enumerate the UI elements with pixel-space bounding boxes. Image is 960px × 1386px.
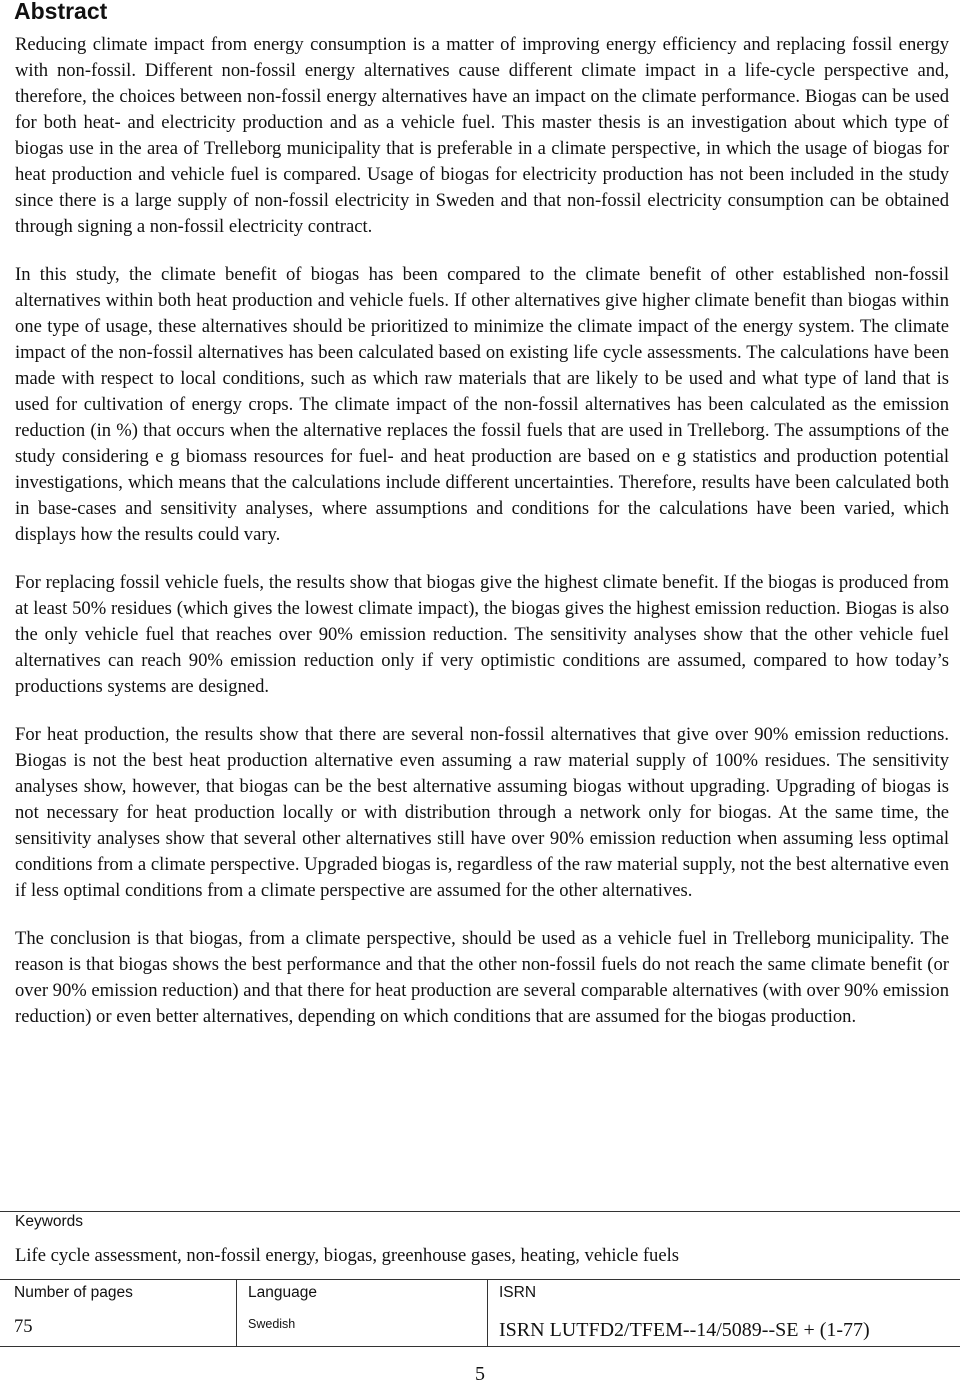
keywords-text: Life cycle assessment, non-fossil energy, biogas, greenhouse gases, heating, vehicle fuels (15, 1245, 680, 1266)
pages-cell (0, 1280, 237, 1346)
language-value: Swedish (248, 1317, 296, 1331)
keywords-divider (0, 1211, 960, 1212)
isrn-cell (488, 1280, 960, 1346)
metadata-table (0, 1279, 960, 1347)
page-number: 5 (475, 1363, 485, 1385)
abstract-paragraph-3: For replacing fossil vehicle fuels, the results show that biogas give the highest climate benefit. If the biogas is produced from at least 50% residues (which gives the lowest climate impact), the biogas gives the highest emission reduction. Biogas is also the only vehicle fuel that reaches over 90% emission reduction. The sensitivity analyses show that the other vehicle fuel alternatives can reach 90% emission reduction only if very optimistic conditions are assumed, compared to how today’s productions systems are designed. (15, 572, 949, 697)
abstract-paragraph-4: For heat production, the results show that there are several non-fossil alternatives that give over 90% emission reductions. Biogas is not the best heat production alternative even assuming a raw material supply of 100% residues. The sensitivity analyses show, however, that biogas can be the best alternative assuming biogas without upgrading. Upgrading of biogas is not necessary for heat production locally or with distribution through a network only for biogas. At the same time, the sensitivity analyses show that several other alternatives still have over 90% emission reduction when assuming less optimal conditions from a climate perspective. Upgraded biogas is, regardless of the raw material supply, not the best alternative even if less optimal conditions from a climate perspective are assumed for the other alternatives. (15, 724, 949, 901)
abstract-paragraph-1: Reducing climate impact from energy consumption is a matter of improving energy efficiency and replacing fossil energy with non-fossil. Different non-fossil energy alternatives cause different climate impact in a life-cycle perspective and, therefore, the choices between non-fossil energy alternatives have an impact on the climate performance. Biogas can be used for both heat- and electricity production and as a vehicle fuel. This master thesis is an investigation about which type of biogas use in the area of Trelleborg municipality that is preferable in a climate perspective, in which the usage of biogas for heat production and vehicle fuel is compared. Usage of biogas for electricity production has not been included in the study since there is a large supply of non-fossil electricity in Sweden and that non-fossil electricity consumption can be obtained through signing a non-fossil electricity contract. (15, 34, 949, 237)
pages-value: 75 (14, 1316, 33, 1337)
abstract-body (15, 32, 949, 1030)
keywords-label: Keywords (15, 1213, 84, 1230)
abstract-paragraph-2: In this study, the climate benefit of biogas has been compared to the climate benefit of other established non-fossil alternatives within both heat production and vehicle fuels. If other alternatives give higher climate benefit than biogas within one type of usage, these alternatives should be prioritized to minimize the climate impact of the energy system. The climate impact of the non-fossil alternatives has been calculated based on existing life cycle assessments. The calculations have been made with respect to local conditions, such as which raw materials that are likely to be used and what type of land that is used for cultivation of energy crops. The climate impact of the non-fossil alternatives has been calculated as the emission reduction (in %) that occurs when the alternative replaces the fossil fuels that are used in Trelleborg. The assumptions of the study considering e g biomass resources for fuel- and heat production are based on e g statistics and production potential investigations, which means that the calculations include different uncertainties. Therefore, results have been calculated both in base-cases and sensitivity analyses, where assumptions and conditions for the calculations have been varied, which displays how the results could vary. (15, 264, 949, 545)
pages-label: Number of pages (14, 1284, 133, 1301)
isrn-label: ISRN (499, 1284, 537, 1301)
abstract-heading: Abstract (14, 0, 108, 24)
language-cell (237, 1280, 488, 1346)
abstract-paragraph-5: The conclusion is that biogas, from a climate perspective, should be used as a vehicle fuel in Trelleborg municipality. The reason is that biogas shows the best performance and that the other non-fossil fuels do not reach the same climate benefit (or over 90% emission reduction) and that there for heat production are several comparable alternatives (with over 90% emission reduction) or even better alternatives, depending on which conditions that are assumed for the biogas production. (15, 928, 950, 1027)
isrn-value: ISRN LUTFD2/TFEM--14/5089--SE + (1-77) (499, 1319, 870, 1341)
language-label: Language (248, 1284, 317, 1301)
